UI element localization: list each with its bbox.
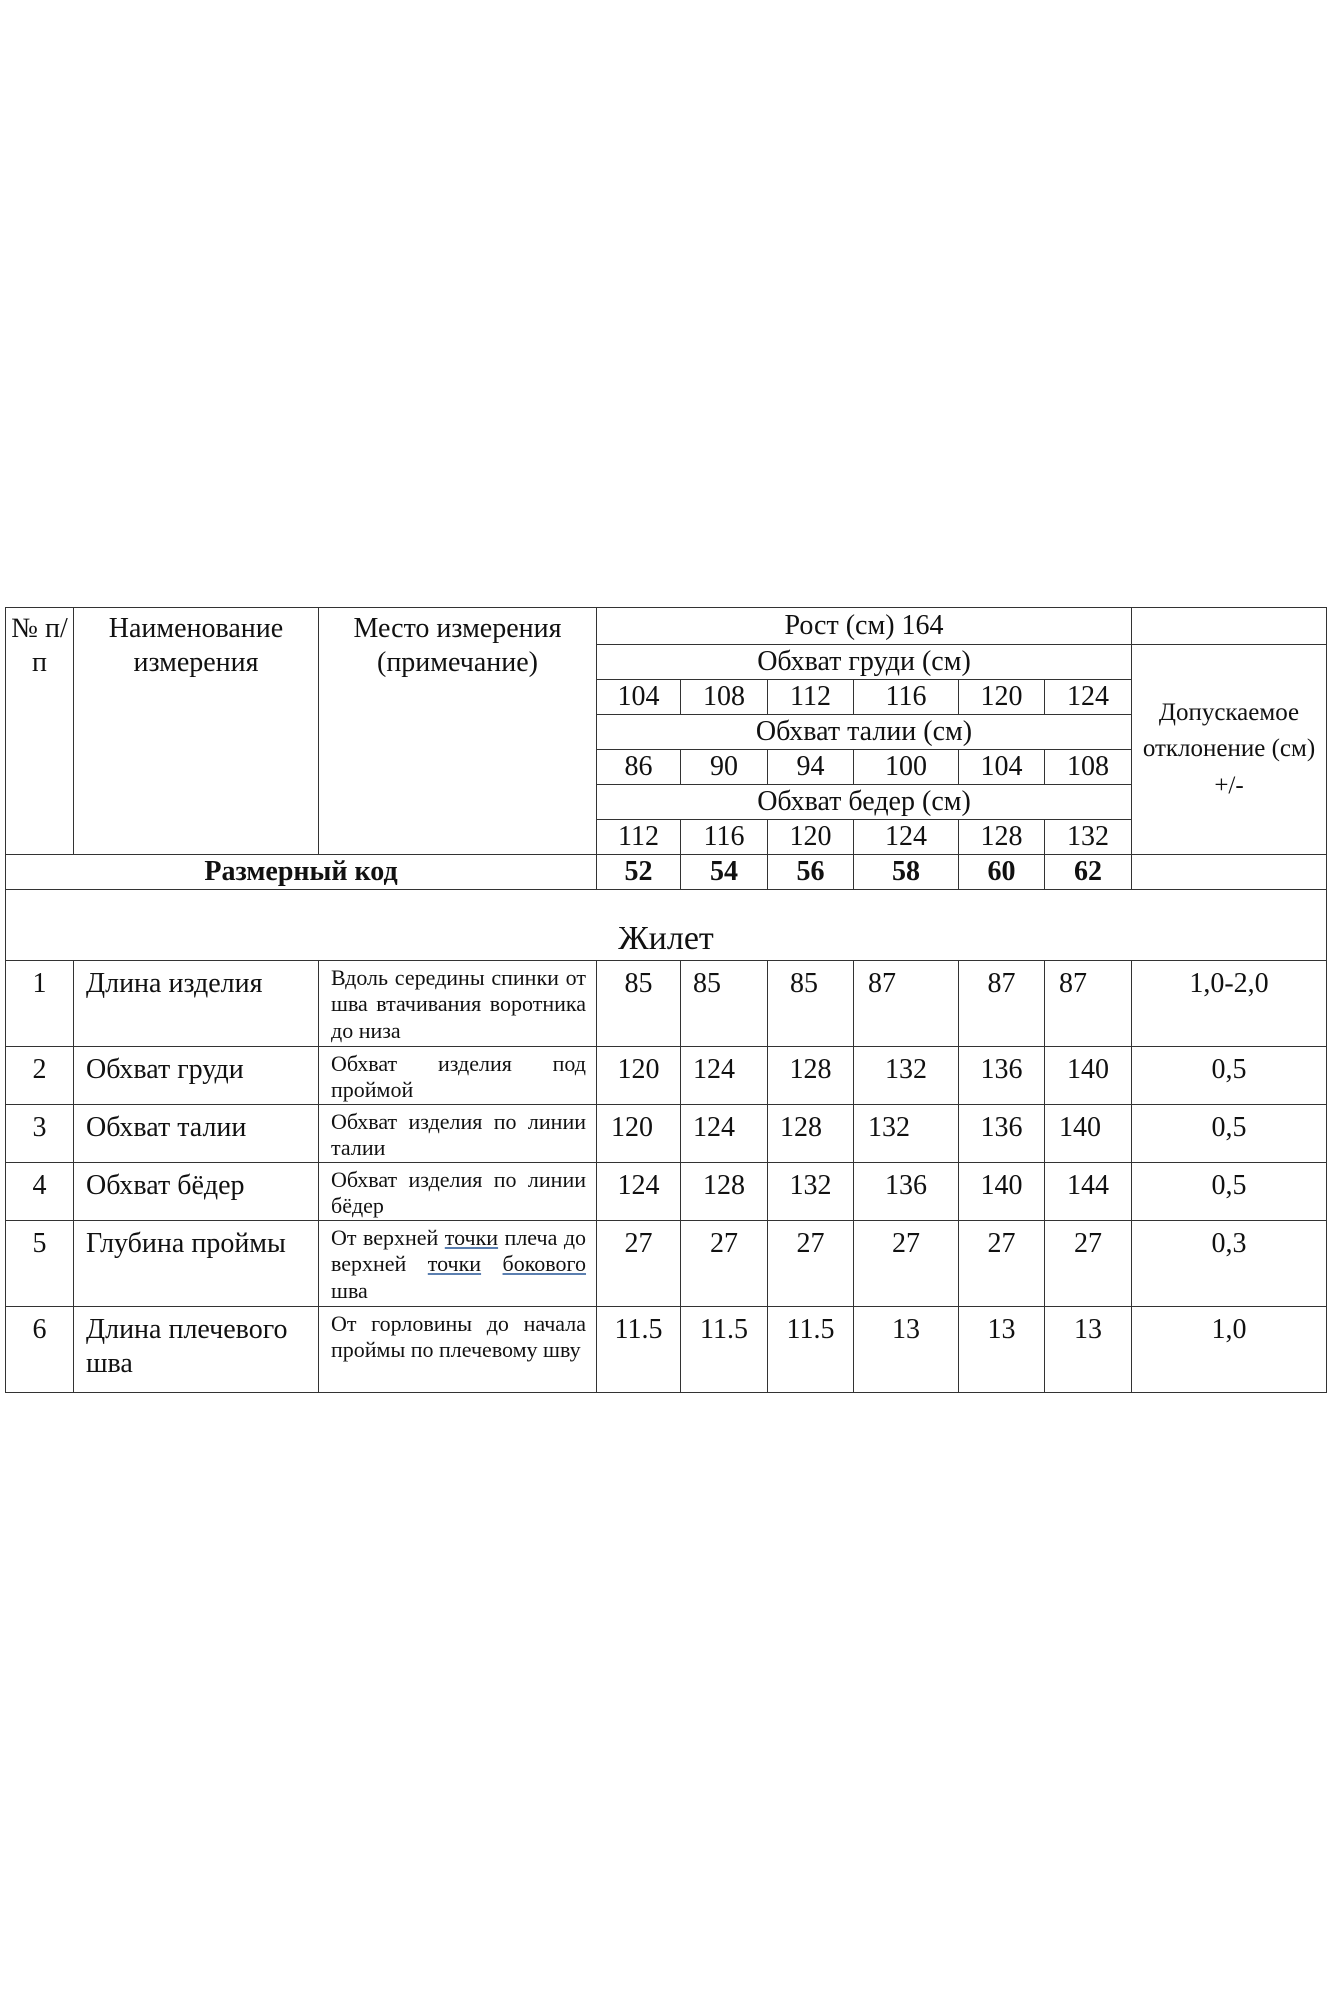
- chest-value: 124: [1045, 680, 1132, 715]
- measurement-value: 132: [854, 1105, 959, 1163]
- measurement-value: 27: [681, 1221, 768, 1307]
- tolerance-value: 0,5: [1132, 1105, 1327, 1163]
- measurement-note: Вдоль середины спинки от шва втачивания воротника до низа: [319, 961, 597, 1047]
- section-title: Жилет: [6, 890, 1327, 961]
- header-hips: Обхват бедер (см): [597, 785, 1132, 820]
- size-code-value: 62: [1045, 855, 1132, 890]
- waist-value: 90: [681, 750, 768, 785]
- header-height: Рост (см) 164: [597, 608, 1132, 645]
- row-number: 6: [6, 1307, 74, 1393]
- header-waist: Обхват талии (см): [597, 715, 1132, 750]
- measurement-note: Обхват изделия под проймой: [319, 1047, 597, 1105]
- measurement-value: 140: [959, 1163, 1045, 1221]
- size-table: [5, 607, 1327, 1393]
- header-num: № п/п: [6, 608, 74, 855]
- measurement-value: 85: [681, 961, 768, 1047]
- measurement-value: 11.5: [597, 1307, 681, 1393]
- measurement-name: Длина изделия: [74, 961, 319, 1047]
- waist-value: 100: [854, 750, 959, 785]
- measurement-value: 124: [681, 1047, 768, 1105]
- chest-value: 120: [959, 680, 1045, 715]
- measurement-value: 13: [959, 1307, 1045, 1393]
- measurement-value: 140: [1045, 1105, 1132, 1163]
- waist-value: 108: [1045, 750, 1132, 785]
- note-text-part: От верхней точки плеча до верхней точки бокового шва: [331, 1225, 587, 1303]
- size-code-value: 56: [768, 855, 854, 890]
- measurement-value: 132: [768, 1163, 854, 1221]
- measurement-value: 87: [854, 961, 959, 1047]
- header-empty-cell: [1132, 608, 1327, 645]
- chest-value: 116: [854, 680, 959, 715]
- measurement-value: 144: [1045, 1163, 1132, 1221]
- tolerance-value: 0,5: [1132, 1047, 1327, 1105]
- measurement-value: 128: [681, 1163, 768, 1221]
- hips-value: 132: [1045, 820, 1132, 855]
- measurement-value: 13: [1045, 1307, 1132, 1393]
- measurement-value: 120: [597, 1105, 681, 1163]
- row-number: 2: [6, 1047, 74, 1105]
- measurement-value: 136: [959, 1105, 1045, 1163]
- measurement-value: 128: [768, 1105, 854, 1163]
- size-code-value: 52: [597, 855, 681, 890]
- tolerance-value: 0,3: [1132, 1221, 1327, 1307]
- measurement-value: 124: [597, 1163, 681, 1221]
- chest-value: 108: [681, 680, 768, 715]
- measurement-note: Обхват изделия по линии бёдер: [319, 1163, 597, 1221]
- hips-value: 112: [597, 820, 681, 855]
- measurement-value: 132: [854, 1047, 959, 1105]
- size-code-value: 58: [854, 855, 959, 890]
- measurement-name: Длина плечевого шва: [74, 1307, 319, 1393]
- tolerance-value: 1,0-2,0: [1132, 961, 1327, 1047]
- measurement-value: 85: [768, 961, 854, 1047]
- underlined-word: точки: [427, 1251, 482, 1277]
- measurement-value: 87: [1045, 961, 1132, 1047]
- measurement-value: 27: [597, 1221, 681, 1307]
- row-number: 1: [6, 961, 74, 1047]
- measurement-value: 136: [854, 1163, 959, 1221]
- measurement-value: 120: [597, 1047, 681, 1105]
- measurement-name: Обхват груди: [74, 1047, 319, 1105]
- measurement-value: 87: [959, 961, 1045, 1047]
- hips-value: 124: [854, 820, 959, 855]
- measurement-value: 140: [1045, 1047, 1132, 1105]
- measurement-value: 27: [854, 1221, 959, 1307]
- tolerance-value: 0,5: [1132, 1163, 1327, 1221]
- underlined-word: точки: [444, 1225, 499, 1250]
- size-code-value: 60: [959, 855, 1045, 890]
- measurement-note: Обхват изделия по линии талии: [319, 1105, 597, 1163]
- hips-value: 128: [959, 820, 1045, 855]
- waist-value: 104: [959, 750, 1045, 785]
- row-number: 3: [6, 1105, 74, 1163]
- measurement-value: 85: [597, 961, 681, 1047]
- measurement-value: 27: [768, 1221, 854, 1307]
- tolerance-value: 1,0: [1132, 1307, 1327, 1393]
- measurement-value: 13: [854, 1307, 959, 1393]
- measurement-value: 11.5: [768, 1307, 854, 1393]
- waist-value: 94: [768, 750, 854, 785]
- chest-value: 112: [768, 680, 854, 715]
- measurement-note: [319, 1221, 597, 1307]
- header-chest: Обхват груди (см): [597, 645, 1132, 680]
- hips-value: 120: [768, 820, 854, 855]
- measurement-value: 27: [959, 1221, 1045, 1307]
- measurement-name: Глубина проймы: [74, 1221, 319, 1307]
- hips-value: 116: [681, 820, 768, 855]
- measurement-value: 136: [959, 1047, 1045, 1105]
- size-code-value: 54: [681, 855, 768, 890]
- header-place: Место измерения (примечание): [319, 608, 597, 855]
- measurement-name: Обхват талии: [74, 1105, 319, 1163]
- chest-value: 104: [597, 680, 681, 715]
- header-tolerance: Допускаемое отклонение (см) +/-: [1132, 645, 1327, 855]
- row-number: 5: [6, 1221, 74, 1307]
- header-name: Наименование измерения: [74, 608, 319, 855]
- measurement-name: Обхват бёдер: [74, 1163, 319, 1221]
- underlined-word: бокового: [502, 1251, 587, 1277]
- size-code-label: Размерный код: [6, 855, 597, 890]
- measurement-value: 124: [681, 1105, 768, 1163]
- measurement-value: 27: [1045, 1221, 1132, 1307]
- measurement-note: От горловины до начала проймы по плечевому шву: [319, 1307, 597, 1393]
- measurement-value: 128: [768, 1047, 854, 1105]
- row-number: 4: [6, 1163, 74, 1221]
- measurement-value: 11.5: [681, 1307, 768, 1393]
- waist-value: 86: [597, 750, 681, 785]
